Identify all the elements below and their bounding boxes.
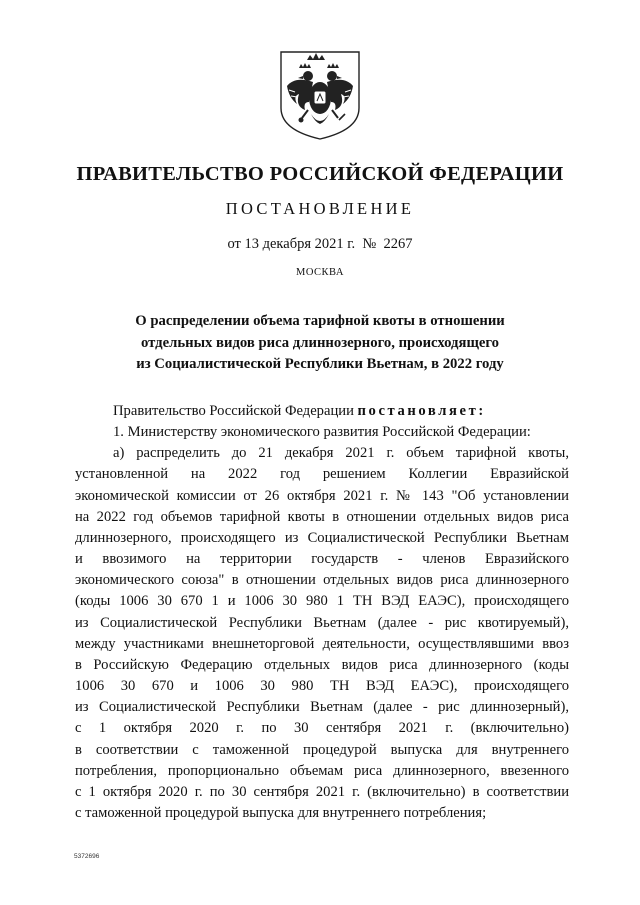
body-line: длиннозерного, происходящего из Социалистической Республики Вьетнам <box>75 529 569 546</box>
body-line: 1006 30 670 и 1006 30 980 ТН ВЭД ЕАЭС), происходящего <box>75 678 569 695</box>
body-line: из Социалистической Республики Вьетнам (далее - рис длиннозерный), <box>75 699 569 716</box>
body-line: экономического союза" в отношении отдельных видов риса длиннозерного <box>75 572 569 589</box>
decree-date-number: от 13 декабря 2021 г. № 2267 <box>227 236 413 252</box>
subject-line: О распределении объема тарифной квоты в отношении <box>135 313 505 329</box>
subject-line: из Социалистической Республики Вьетнам, в 2022 году <box>136 356 504 372</box>
decree-body <box>75 401 569 824</box>
document-code: 5372696 <box>74 853 100 860</box>
body-line: и ввозимого на территории государств - членов Евразийского <box>75 551 569 568</box>
body-line: а) распределить до 21 декабря 2021 г. объем тарифной квоты, <box>113 445 569 462</box>
city-label: МОСКВА <box>296 267 344 278</box>
document-type-title: ПОСТАНОВЛЕНИЕ <box>225 199 415 218</box>
body-line: (коды 1006 30 670 1 и 1006 30 980 1 ТН ВЭД ЕАЭС), происходящего <box>75 593 569 610</box>
body-line: с таможенной процедурой выпуска для внутреннего потребления; <box>75 804 487 821</box>
body-line: потребления, пропорционально объемам риса длиннозерного, ввезенного <box>75 762 569 779</box>
body-intro-keyword: постановляет: <box>357 403 486 419</box>
body-line: на 2022 год объемов тарифной квоты в отношении отдельных видов риса <box>75 508 569 525</box>
body-line: в Российскую Федерацию отдельных видов риса длиннозерного (коды <box>75 656 569 673</box>
body-line: из Социалистической Республики Вьетнам (далее - рис квотируемый), <box>75 614 569 631</box>
coat-of-arms-icon <box>275 46 365 142</box>
subject-line: отдельных видов риса длиннозерного, происходящего <box>140 334 500 351</box>
body-line: с 1 октября 2020 г. по 30 сентября 2021 г. (включительно) <box>75 720 569 737</box>
body-line: с 1 октября 2020 г. по 30 сентября 2021 г. (включительно) в соответствии <box>75 783 569 800</box>
body-line: между участниками внешнеторговой деятельности, осуществлявшими ввоз <box>75 635 569 652</box>
body-line: экономической комиссии от 26 октября 2021 г. № 143 "Об установлении <box>75 487 569 504</box>
government-title: ПРАВИТЕЛЬСТВО РОССИЙСКОЙ ФЕДЕРАЦИИ <box>76 163 564 185</box>
body-line: 1. Министерству экономического развития Российской Федерации: <box>113 424 531 441</box>
body-intro-line <box>75 401 569 422</box>
body-line: в соответствии с таможенной процедурой выпуска для внутреннего <box>75 741 569 758</box>
body-intro-text: Правительство Российской Федерации <box>113 403 358 419</box>
decree-subject <box>0 311 640 376</box>
body-line: установленной на 2022 год решением Коллегии Евразийской <box>75 466 569 483</box>
